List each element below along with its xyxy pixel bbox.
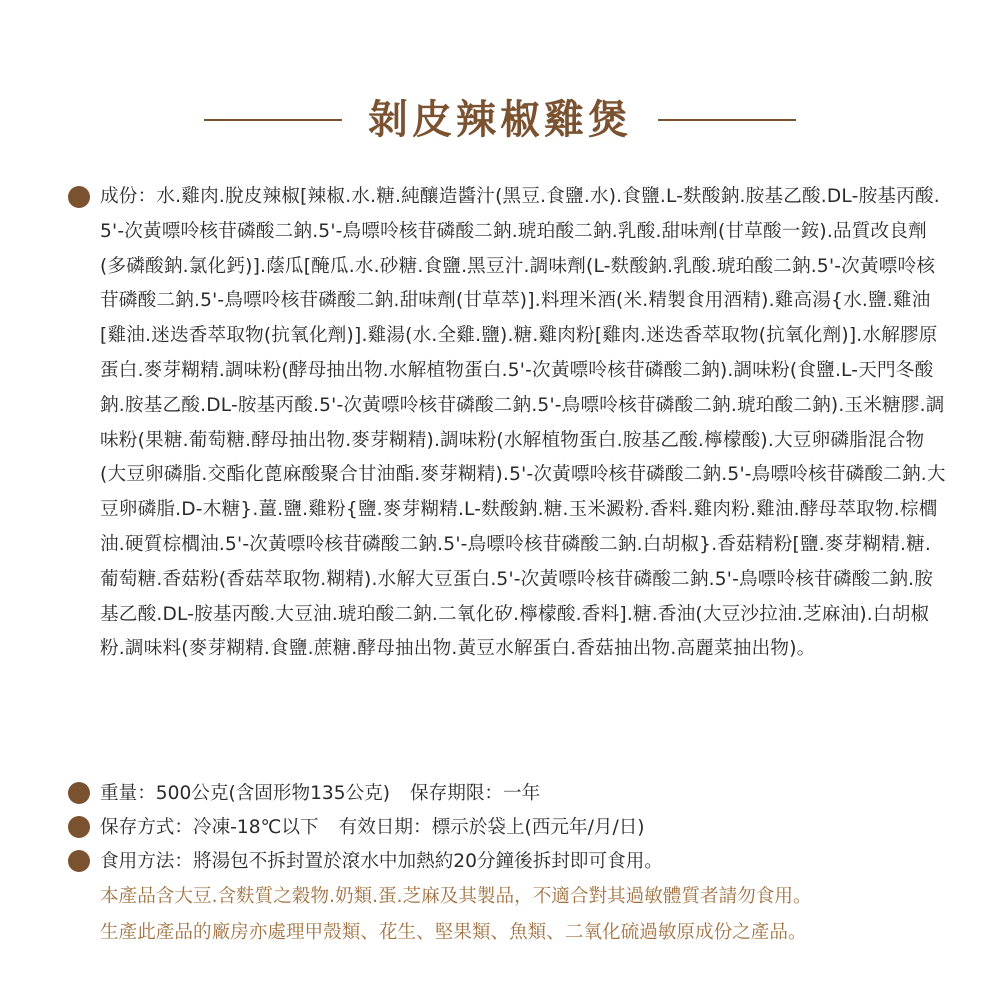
ingredients-section <box>68 180 948 740</box>
bullet-icon <box>68 850 90 872</box>
ingredients-text: 成份：水.雞肉.脫皮辣椒[辣椒.水.糖.純釀造醬汁(黑豆.食鹽.水).食鹽.L-麩酸鈉.胺基乙酸.DL-胺基丙酸.5'-次黃嘌呤核苷磷酸二鈉.5'-鳥嘌呤核苷磷酸二鈉.琥珀酸二鈉.乳酸.甜味劑(甘草酸一銨).品質改良劑(多磷酸鈉.氯化鈣)].蔭瓜[醃瓜.水.砂糖.食鹽.黑豆汁.調味劑(L-麩酸鈉.乳酸.琥珀酸二鈉.5'-次黃嘌呤核苷磷酸二鈉.5'-鳥嘌呤核苷磷酸二鈉.甜味劑(甘草萃)].料理米酒(米.精製食用酒精).雞高湯{水.鹽.雞油[雞油.迷迭香萃取物(抗氧化劑)].雞湯(水.全雞.鹽).糖.雞肉粉[雞肉.迷迭香萃取物(抗氧化劑)].水解膠原蛋白.麥芽糊精.調味粉(酵母抽出物.水解植物蛋白.5'-次黃嘌呤核苷磷酸二鈉).調味粉(食鹽.L-天門冬酸鈉.胺基乙酸.DL-胺基丙酸.5'-次黃嘌呤核苷磷酸二鈉.5'-鳥嘌呤核苷磷酸二鈉.琥珀酸二鈉).玉米糖膠.調味粉(果糖.葡萄糖.酵母抽出物.麥芽糊精).調味粉(水解植物蛋白.胺基乙酸.檸檬酸).大豆卵磷脂混合物(大豆卵磷脂.交酯化蓖麻酸聚合甘油酯.麥芽糊精).5'-次黃嘌呤核苷磷酸二鈉.5'-鳥嘌呤核苷磷酸二鈉.大豆卵磷脂.D-木糖}.薑.鹽.雞粉{鹽.麥芽糊精.L-麩酸鈉.糖.玉米澱粉.香料.雞肉粉.雞油.酵母萃取物.棕櫚油.硬質棕櫚油.5'-次黃嘌呤核苷磷酸二鈉.5'-鳥嘌呤核苷磷酸二鈉.白胡椒}.香菇精粉[鹽.麥芽糊精.糖.葡萄糖.香菇粉(香菇萃取物.糊精).水解大豆蛋白.5'-次黃嘌呤核苷磷酸二鈉.5'-鳥嘌呤核苷磷酸二鈉.胺基乙酸.DL-胺基丙酸.大豆油.琥珀酸二鈉.二氧化矽.檸檬酸.香料].糖.香油(大豆沙拉油.芝麻油).白胡椒粉.調味料(麥芽糊精.食鹽.蔗糖.酵母抽出物.黃豆水解蛋白.香菇抽出物.高麗菜抽出物)。 <box>100 186 946 660</box>
usage-row <box>68 845 948 879</box>
weight-text: 重量：500公克(含固形物135公克) <box>100 783 391 804</box>
product-title: 剝皮辣椒雞煲 <box>368 97 632 143</box>
title-header <box>0 95 1000 145</box>
allergen-warning-1: 本產品含大豆.含麩質之穀物.奶類.蛋.芝麻及其製品，不適合對其過敏體質者請勿食用。 <box>100 886 812 907</box>
bullet-icon <box>68 816 90 838</box>
title-rule-right <box>658 119 796 121</box>
storage-text: 保存方式：冷凍-18℃以下 <box>100 817 319 838</box>
allergen-warning-2: 生產此產品的廠房亦處理甲殼類、花生、堅果類、魚類、二氧化硫過敏原成份之產品。 <box>100 922 807 943</box>
weight-row <box>68 777 948 811</box>
expiry-text: 有效日期：標示於袋上(西元年/月/日) <box>338 817 645 838</box>
title-rule-left <box>204 119 342 121</box>
bullet-icon <box>68 186 90 208</box>
bullet-icon <box>68 782 90 804</box>
storage-row <box>68 811 948 845</box>
usage-text: 食用方法：將湯包不拆封置於滾水中加熱約20分鐘後拆封即可食用。 <box>100 851 663 872</box>
shelf-life-text: 保存期限：一年 <box>410 783 541 804</box>
